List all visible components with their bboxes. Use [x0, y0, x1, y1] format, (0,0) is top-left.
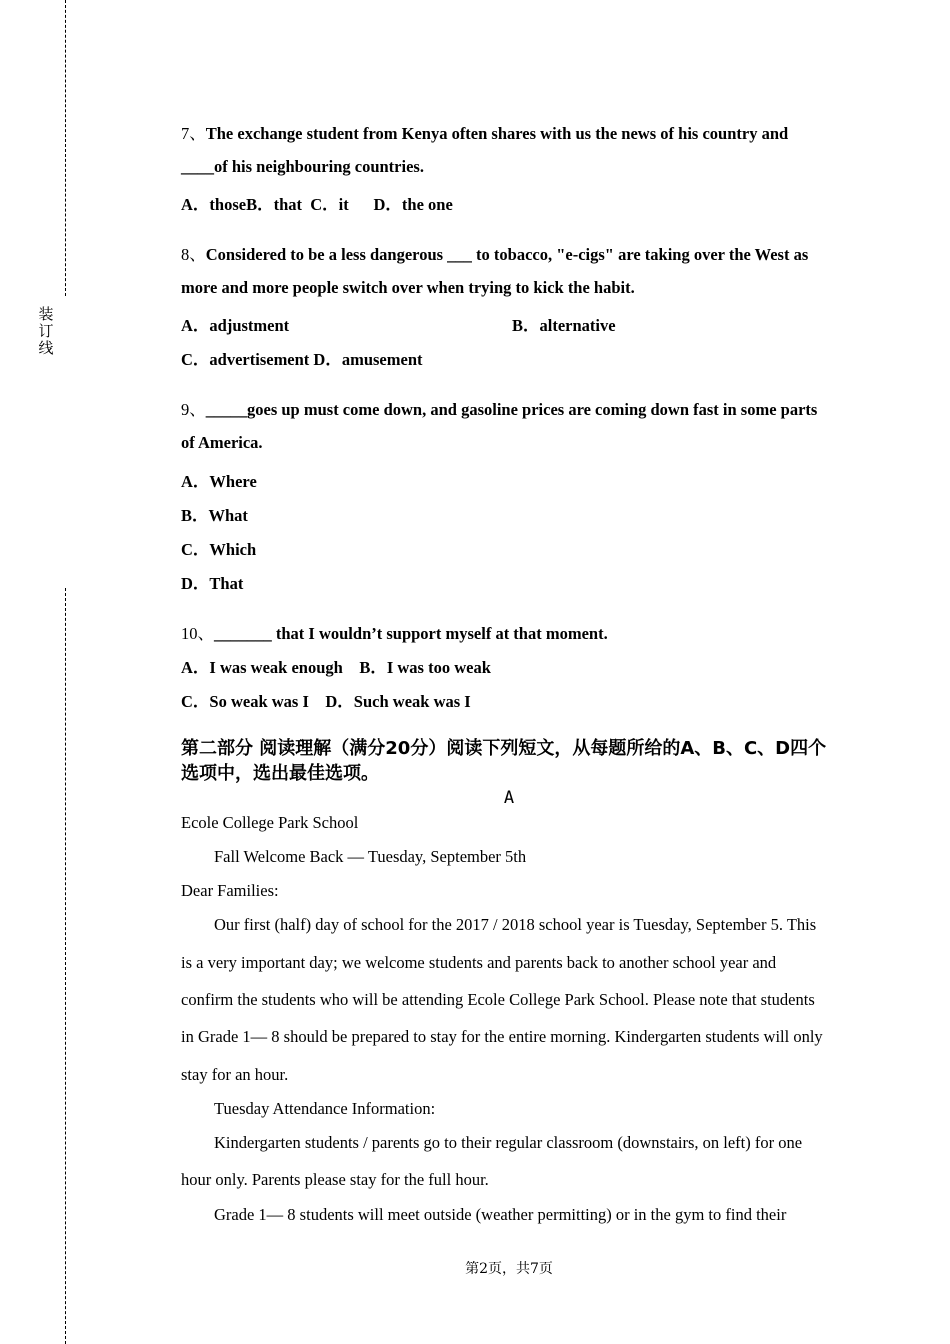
question-7-stem-cont: ____of his neighbouring countries.	[181, 157, 424, 176]
passage-subtitle: Fall Welcome Back — Tuesday, September 5th	[214, 847, 527, 866]
passage-line: Kindergarten students / parents go to their regular classroom (downstairs, on left) for one	[214, 1133, 803, 1152]
passage-letter: A	[503, 788, 515, 808]
option-c: C．Which	[181, 540, 257, 559]
option-ab: A．I was weak enough B．I was too weak	[181, 658, 491, 677]
passage-line: hour only. Parents please stay for the full hour.	[181, 1170, 489, 1189]
question-number: 8、	[181, 245, 206, 264]
question-text: _____goes up must come down, and gasoline prices are coming down fast in some parts	[205, 400, 818, 419]
section-heading	[181, 736, 841, 786]
binding-char: 线	[38, 339, 54, 357]
binding-line-bottom	[65, 588, 66, 1344]
question-9-stem	[181, 396, 817, 420]
question-number: 9、	[181, 400, 206, 419]
passage-school-name: Ecole College Park School	[181, 813, 359, 832]
passage-line: in Grade 1— 8 should be prepared to stay for the entire morning. Kindergarten students will only	[181, 1027, 823, 1046]
question-text: The exchange student from Kenya often shares with us the news of his country and	[205, 124, 789, 143]
binding-char: 装	[38, 305, 54, 323]
section-heading-line-2: 选项中，选出最佳选项。	[181, 763, 379, 784]
page-footer: 第2页，共7页	[465, 1261, 553, 1277]
passage-line: Grade 1— 8 students will meet outside (weather permitting) or in the gym to find their	[214, 1205, 787, 1224]
passage-line: confirm the students who will be attending Ecole College Park School. Please note that students	[181, 990, 815, 1009]
binding-line-top	[65, 0, 66, 296]
passage-salutation: Dear Families:	[181, 881, 279, 900]
option-a: A．Where	[181, 472, 257, 491]
question-8-stem	[181, 241, 808, 265]
passage-line: stay for an hour.	[181, 1065, 289, 1084]
passage-line: is a very important day; we welcome students and parents back to another school year and	[181, 953, 777, 972]
question-7-stem	[181, 120, 788, 144]
binding-char: 订	[38, 322, 54, 340]
question-10-stem	[181, 620, 608, 644]
option-cd: C．advertisement D．amusement	[181, 350, 423, 369]
question-7-options: A．thoseB．that C．it D．the one	[181, 195, 453, 214]
option-b: B．What	[181, 506, 248, 525]
option-b: B．alternative	[512, 316, 616, 335]
question-text: Considered to be a less dangerous ___ to tobacco, "e-cigs" are taking over the West as	[205, 245, 809, 264]
binding-label	[37, 306, 55, 357]
question-number: 7、	[181, 124, 206, 143]
question-text: _______ that I wouldn’t support myself at that moment.	[214, 624, 608, 643]
section-heading-line-1: 第二部分 阅读理解（满分20分）阅读下列短文，从每题所给的A、B、C、D四个	[181, 738, 827, 759]
option-a: A．adjustment	[181, 316, 290, 335]
question-9-stem-cont: of America.	[181, 433, 263, 452]
question-number: 10、	[181, 624, 214, 643]
passage-attendance-title: Tuesday Attendance Information:	[214, 1099, 436, 1118]
question-8-stem-cont: more and more people switch over when trying to kick the habit.	[181, 278, 635, 297]
option-cd: C．So weak was I D．Such weak was I	[181, 692, 471, 711]
passage-line: Our first (half) day of school for the 2017 / 2018 school year is Tuesday, September 5. This	[214, 915, 817, 934]
option-d: D．That	[181, 574, 244, 593]
